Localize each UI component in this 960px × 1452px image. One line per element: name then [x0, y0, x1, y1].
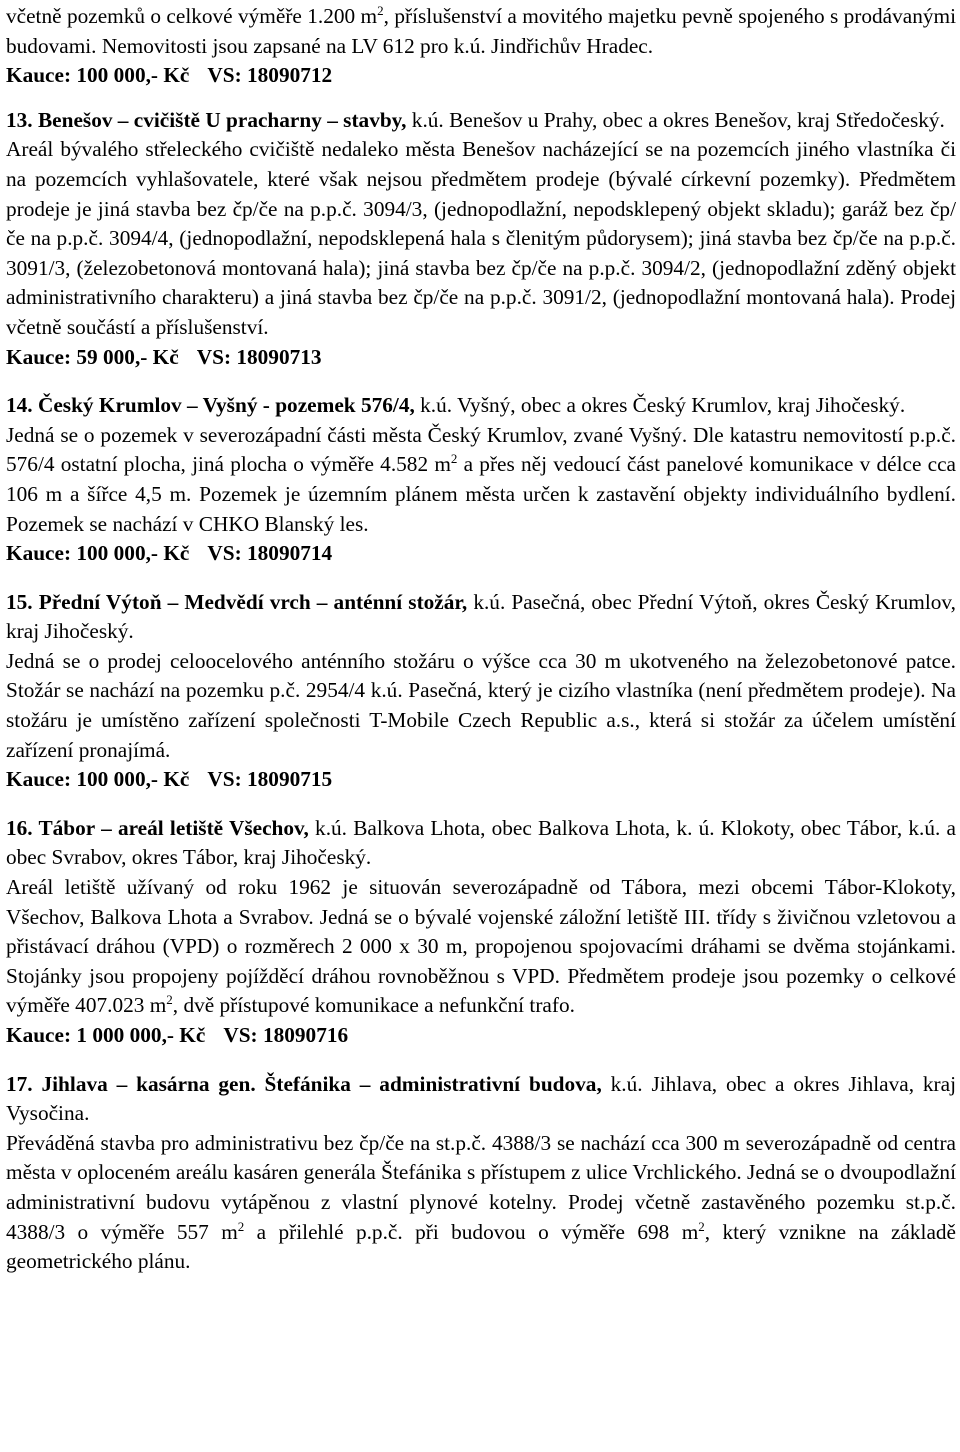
item14-body	[6, 421, 956, 539]
spacer	[6, 569, 956, 588]
item13-body: Areál bývalého střeleckého cvičiště nedaleko města Benešov nacházející se na pozemcích jiného vlastníka či na pozemcích vyhlašovatele, které však nejsou předmětem prodeje (bývalé církevní pozemky). Předmětem prodeje je jiná stavba bez čp/če na p.p.č. 3094/3, (jednopodlažní, nepodsklepený objekt skladu); garáž bez čp/če na p.p.č. 3094/4, (jednopodlažní, nepodsklepená hala s členitým půdorysem); jiná stavba bez čp/če na p.p.č. 3091/3, (železobetonová montovaná hala); jiná stavba bez čp/če na p.p.č. 3094/2, (jednopodlažní zděný objekt administrativního charakteru) a jiná stavba bez čp/če na p.p.č. 3091/2, (jednopodlažní montovaná hala). Prodej včetně součástí a příslušenství.	[6, 137, 956, 339]
item15-deposit-line	[6, 765, 956, 795]
area-superscript: 2	[377, 3, 384, 18]
variable-symbol: VS: 18090716	[223, 1023, 349, 1047]
item16-deposit-line	[6, 1021, 956, 1051]
item17-body-b: a přilehlé p.p.č. při budovou o výměře 698 m	[244, 1219, 699, 1244]
item16-body-a: Areál letiště užívaný od roku 1962 je situován severozápadně od Tábora, mezi obcemi Tábor-Klokoty, Všechov, Balkova Lhota a Svrabov. Jedná se o bývalé vojenské záložní letiště III. třídy s živičnou vzletovou a přistávací dráhou (VPD) o rozměrech 2 000 x 30 m, propojenou spojovacími dráhami se dvěma stojánkami. Stojánky jsou propojeny pojížděcí dráhou rovnoběžnou s VPD. Předmětem prodeje jsou pozemky o celkové výměře 407.023 m	[6, 875, 956, 1018]
deposit-amount: Kauce: 1 000 000,- Kč	[6, 1023, 206, 1047]
item16-body	[6, 873, 956, 1021]
item13-heading-line	[6, 106, 956, 136]
item13-location: k.ú. Benešov u Prahy, obec a okres Benešov, kraj Středočeský.	[406, 107, 945, 132]
item15-location: k.ú. Pasečná, obec Přední Výtoň, okres Český Krumlov, kraj Jihočeský.	[6, 589, 956, 644]
item12-deposit-line	[6, 61, 956, 91]
item14-body-b: a přes něj vedoucí část panelové komunikace v délce cca 106 m a šířce 4,5 m. Pozemek je územním plánem města určen k zastavění objekty individuálního bydlení. Pozemek se nachází v CHKO Blanský les.	[6, 452, 956, 536]
area-superscript: 2	[237, 1218, 245, 1234]
spacer	[6, 795, 956, 814]
item16-heading-line	[6, 814, 956, 873]
item12-text-b: , příslušenství a movitého majetku pevně spojeného s prodávanými budovami. Nemovitosti jsou zapsané na LV 612 pro k.ú. Jindřichův Hradec.	[6, 4, 957, 58]
spacer	[6, 372, 956, 391]
deposit-amount: Kauce: 59 000,- Kč	[6, 344, 179, 369]
item17-location: k.ú. Jihlava, obec a okres Jihlava, kraj Vysočina.	[6, 1071, 956, 1126]
item14-deposit-line	[6, 539, 956, 569]
item16-body-b: , dvě přístupové komunikace a nefunkční trafo.	[172, 993, 575, 1018]
item16-heading: 16. Tábor – areál letiště Všechov,	[6, 815, 309, 840]
item17-body-c: , který vznikne na základě geometrického plánu.	[6, 1219, 956, 1274]
document-page	[6, 2, 956, 1277]
item17-body	[6, 1129, 956, 1277]
deposit-amount: Kauce: 100 000,- Kč	[6, 63, 190, 88]
item15-heading-line	[6, 588, 956, 647]
area-superscript: 2	[698, 1218, 705, 1234]
item15-heading: 15. Přední Výtoň – Medvědí vrch – anténní stožár,	[6, 589, 468, 614]
item13-heading: 13. Benešov – cvičiště U pracharny – stavby,	[6, 107, 407, 132]
item13-deposit-line	[6, 343, 956, 373]
area-superscript: 2	[450, 451, 458, 467]
variable-symbol: VS: 18090712	[207, 63, 333, 88]
variable-symbol: VS: 18090715	[207, 767, 333, 792]
item17-body-a: Převáděná stavba pro administrativu bez čp/če na st.p.č. 4388/3 se nachází cca 300 m severozápadně od centra města v oploceném areálu kasáren generála Štefánika s přístupem z ulice Vrchlického. Jedná se o dvoupodlažní administrativní budovu vytápěnou z vlastní plynové kotelny. Prodej včetně zastavěného pozemku st.p.č. 4388/3 o výměře 557 m	[6, 1130, 956, 1244]
item14-body-a: Jedná se o pozemek v severozápadní části města Český Krumlov, zvané Vyšný. Dle katastru nemovitostí p.p.č. 576/4 ostatní plocha, jiná plocha o výměře 4.582 m	[6, 422, 956, 477]
variable-symbol: VS: 18090713	[196, 344, 322, 369]
deposit-amount: Kauce: 100 000,- Kč	[6, 541, 190, 566]
item17-heading-line	[6, 1070, 956, 1129]
variable-symbol: VS: 18090714	[207, 541, 333, 566]
item15-body: Jedná se o prodej celoocelového anténního stožáru o výšce cca 30 m ukotveného na železobetonové patce. Stožár se nachází na pozemku p.č. 2954/4 k.ú. Pasečná, který je cizího vlastníka (není předmětem prodeje). Na stožáru je umístěno zařízení společnosti T-Mobile Czech Republic a.s., která si stožár za účelem umístění zařízení pronajímá.	[6, 648, 956, 762]
item14-heading: 14. Český Krumlov – Vyšný - pozemek 576/4,	[6, 393, 415, 418]
item12-text	[6, 2, 956, 61]
item14-heading-line	[6, 391, 956, 421]
spacer	[6, 1051, 956, 1070]
item17-heading: 17. Jihlava – kasárna gen. Štefánika – administrativní budova,	[6, 1071, 602, 1096]
deposit-amount: Kauce: 100 000,- Kč	[6, 767, 190, 792]
item16-location: k.ú. Balkova Lhota, obec Balkova Lhota, k. ú. Klokoty, obec Tábor, k.ú. a obec Svrabov, okres Tábor, kraj Jihočeský.	[6, 815, 956, 870]
item12-text-a: včetně pozemků o celkové výměře 1.200 m	[6, 4, 378, 28]
item14-location: k.ú. Vyšný, obec a okres Český Krumlov, kraj Jihočeský.	[414, 393, 906, 418]
area-superscript: 2	[166, 992, 173, 1008]
